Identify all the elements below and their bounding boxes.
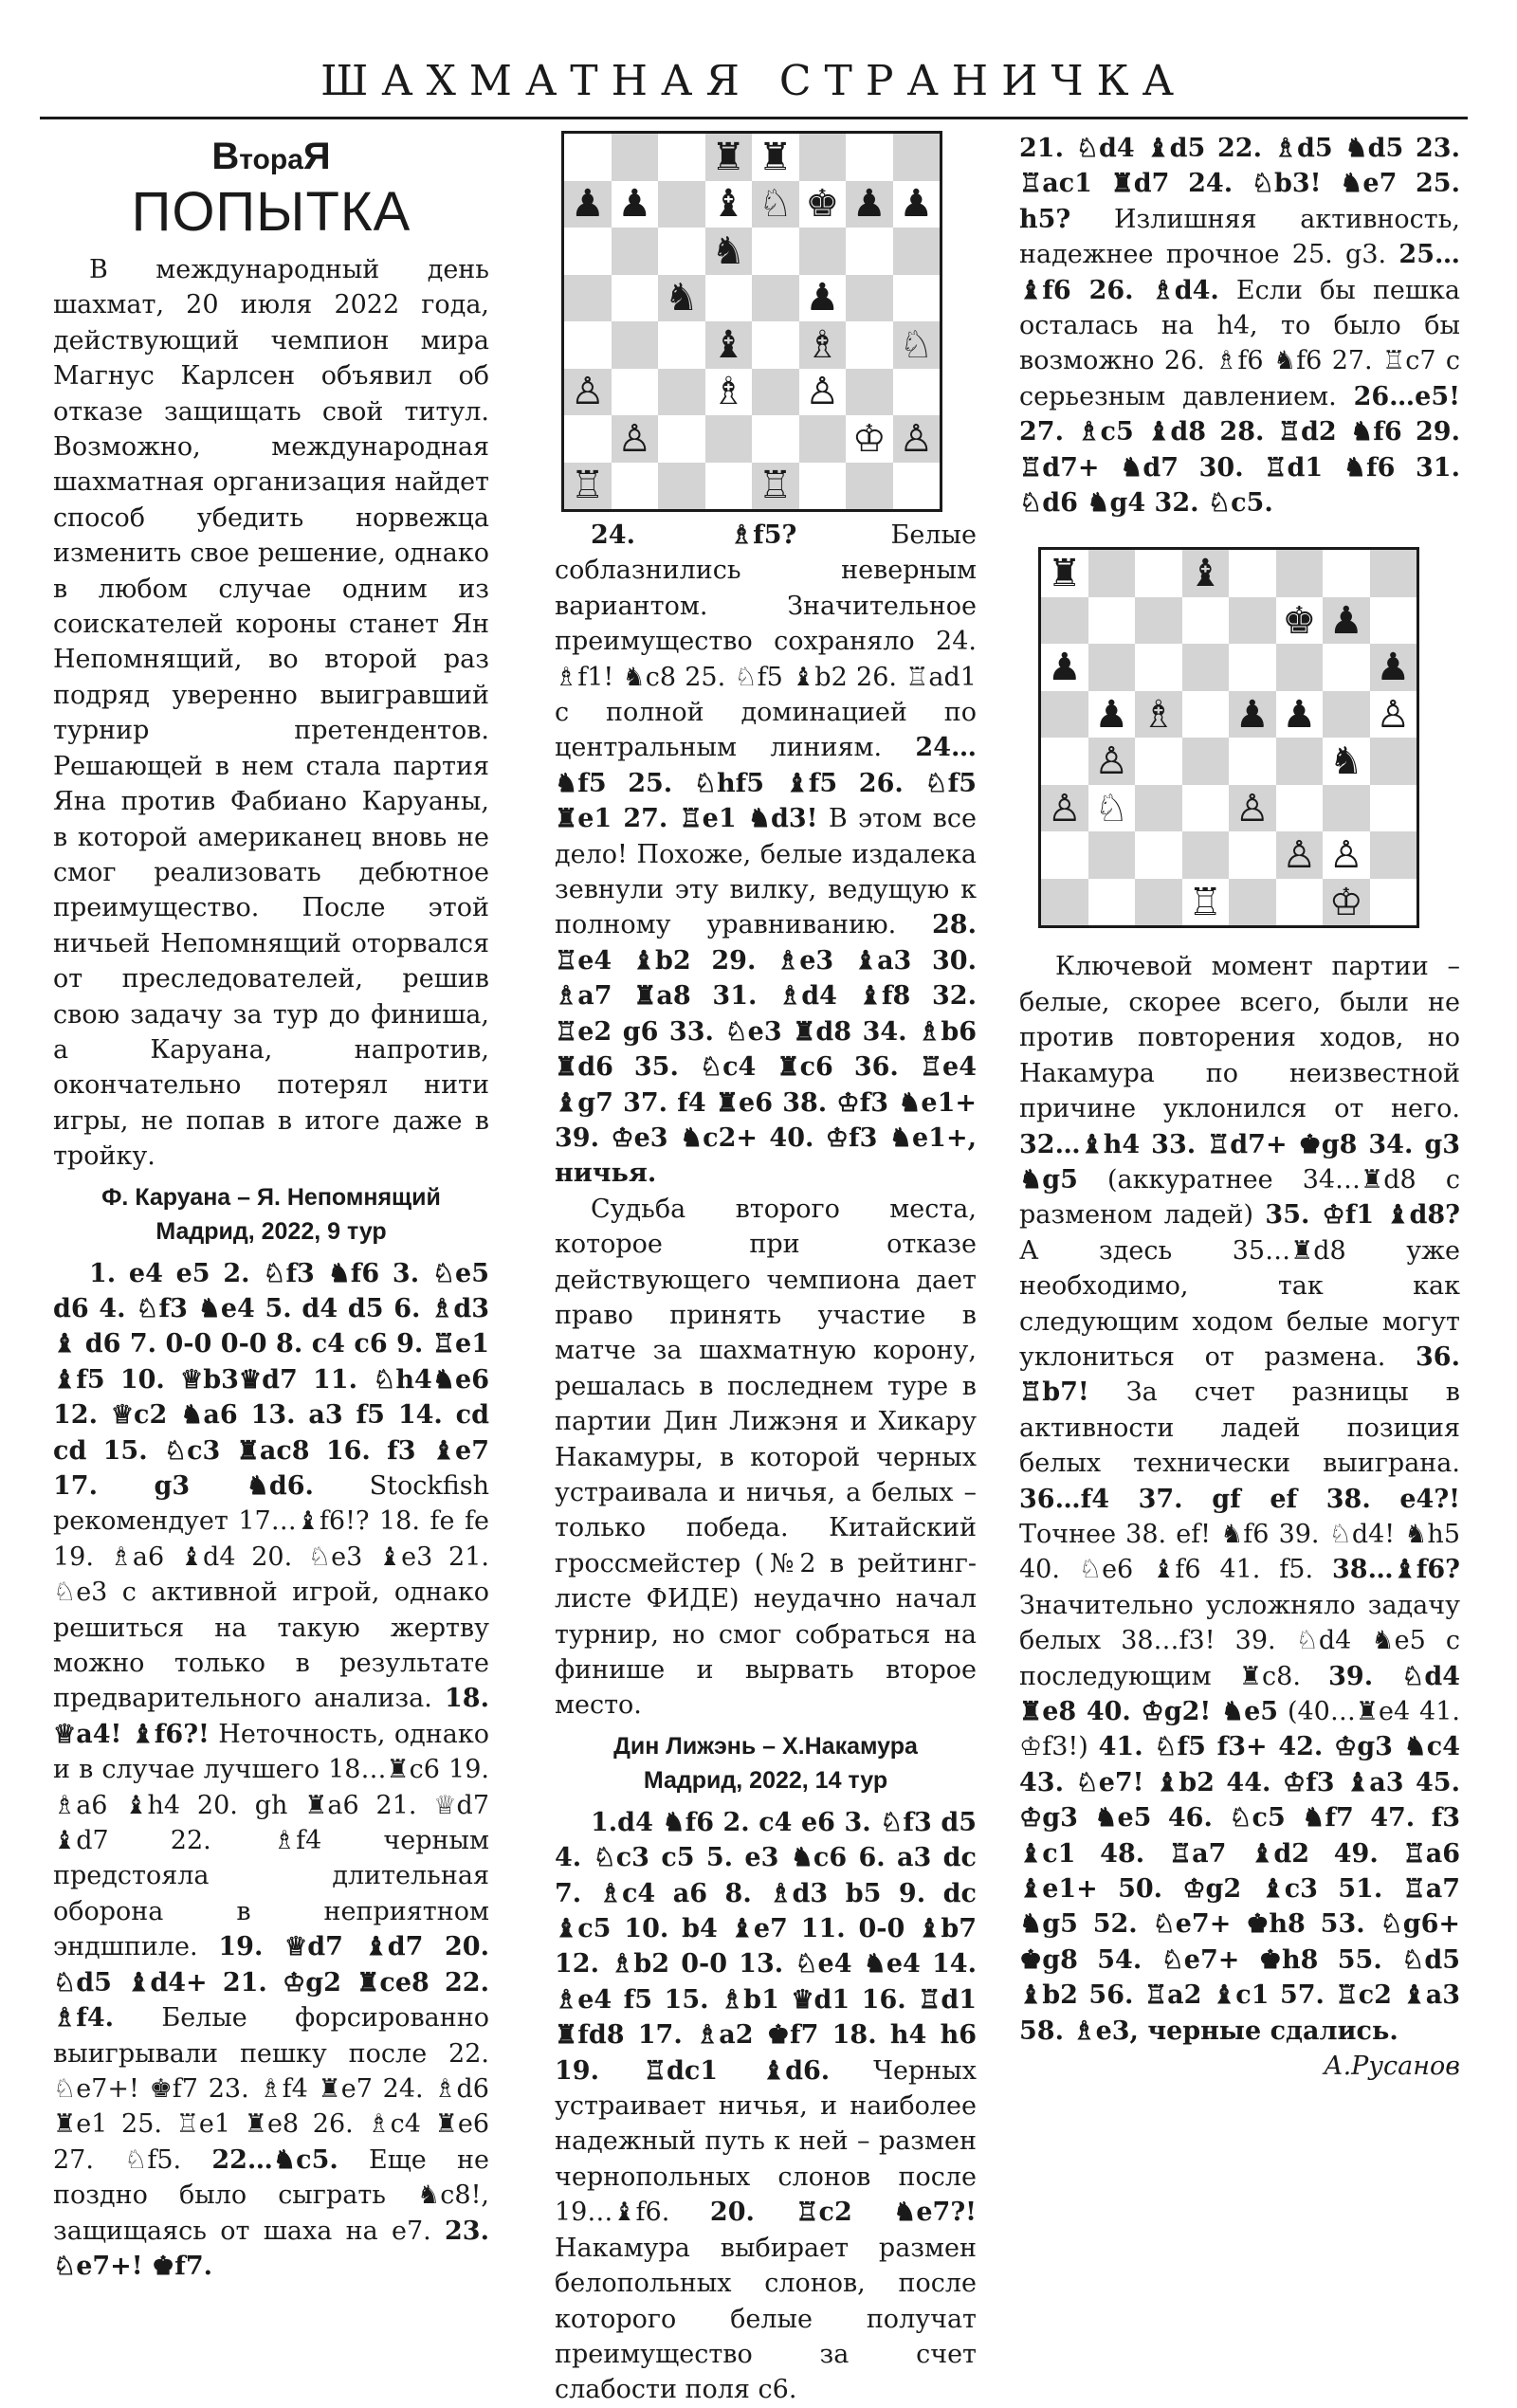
square-f4: ♗ — [799, 321, 847, 369]
square-e1 — [1229, 879, 1276, 926]
square-a1: ♖ — [564, 463, 612, 510]
square-c1 — [1135, 879, 1182, 926]
square-f6 — [799, 228, 847, 275]
game2-continuation: 21. ♘d4 ♝d5 22. ♗d5 ♞d5 23. ♖ac1 ♜d7 24. ♘b3! ♞e7 25. h5? Излишняя активность, надежнее прочное 25. g3. 25…♝f6 26. ♗d4. Если бы пешка осталась на h4, то было бы возможно 26. ♗f6 ♞f6 27. ♖c7 с серьезным давлением. 26…e5! 27. ♗c5 ♝d8 28. ♖d2 ♞f6 29. ♖d7+ ♞d7 30. ♖d1 ♞f6 31. ♘d6 ♞g4 32. ♘c5. — [1019, 134, 1460, 519]
square-h3 — [893, 369, 941, 416]
game1-moves: 1. e4 e5 2. ♘f3 ♞f6 3. ♘e5 d6 4. ♘f3 ♞e4 5. d4 d5 6. ♗d3 ♝ d6 7. 0-0 0-0 8. c4 c6 9. ♖e1 ♝f5 10. ♕b3♛d7 11. ♘h4♞e6 12. ♕c2 ♞a6 13. a3 f5 14. cd cd 15. ♘c3 ♜ac8 16. f3 ♝e7 17. g3 ♞d6. Stockfish рекомендует 17…♝f6!? 18. fe fe 19. ♗a6 ♝d4 20. ♘e3 ♝e3 21. ♘e3 с активной игрой, однако решиться на такую жертву можно только в результате предварительного анализа. 18. ♕a4! ♝f6?! Неточность, однако и в случае лучшего 18…♜c6 19. ♗a6 ♝h4 20. gh ♜a6 21. ♕d7 ♝d7 22. ♗f4 черным предстояла длительная оборона в неприятном эндшпиле. 19. ♕d7 ♝d7 20. ♘d5 ♝d4+ 21. ♔g2 ♜ce8 22. ♗f4. Белые форсированно выигрывали пешку после 22. ♘e7+! ♚f7 23. ♗f4 ♜e7 24. ♗d6 ♜e1 25. ♖e1 ♜e8 26. ♗c4 ♜e6 27. ♘f5. 22…♞c5. Еще не поздно было сыграть ♞c8!, защищаясь от шаха на e7. 23. ♘e7+! ♚f7. — [53, 1258, 489, 2281]
square-d8: ♜ — [705, 134, 753, 181]
square-h7: ♟ — [899, 182, 934, 227]
square-e6 — [752, 228, 799, 275]
square-c8 — [658, 134, 705, 181]
square-e2 — [752, 415, 799, 463]
square-c5: ♗ — [1135, 691, 1182, 739]
square-h1 — [893, 463, 941, 510]
section-title: ШАХМАТНАЯ СТРАНИЧКА — [320, 57, 1187, 105]
second-place-paragraph: Судьба второго места, которое при отказе действующего чемпиона дает право принять участие в матче за шахматную корону, решалась в последнем туре в партии Дин Лижэня и Хикару Накамуры, в которой черных устраивала и ничья, а белых – только победа. Китайский гроссмейстер (№2 в рейтинг-листе ФИДЕ) неудачно начал турнир, но смог собраться на финише и вырвать второе место. — [555, 1194, 977, 1721]
square-d5 — [705, 275, 753, 322]
square-b5: ♟ — [1094, 692, 1129, 737]
square-g4: ♞ — [1328, 739, 1363, 784]
square-f8 — [1276, 550, 1324, 597]
square-a4 — [564, 321, 612, 369]
square-f4 — [1276, 738, 1324, 785]
headline-large: ПОПЫТКА — [131, 181, 411, 243]
square-f5: ♟ — [1282, 692, 1317, 737]
square-c6 — [658, 228, 705, 275]
square-g2: ♙ — [1328, 833, 1363, 878]
square-e8: ♜ — [758, 135, 793, 179]
square-c6 — [1135, 644, 1182, 691]
square-h3 — [1370, 785, 1417, 832]
square-g8 — [846, 134, 893, 181]
square-c8 — [1135, 550, 1182, 597]
square-b4 — [612, 321, 659, 369]
square-h4: ♘ — [893, 321, 941, 369]
square-a6: ♟ — [1047, 646, 1082, 690]
square-b6 — [612, 228, 659, 275]
square-d2 — [705, 415, 753, 463]
square-d3: ♗ — [711, 370, 746, 414]
square-f8 — [799, 134, 847, 181]
square-f2: ♙ — [1276, 831, 1324, 879]
game2-ending: Ключевой момент партии – белые, скорее всего, были не против повторения ходов, но Накамура по неизвестной причине уклонился от него. 32…♝h4 33. ♖d7+ ♚g8 34. g3 ♞g5 (аккуратнее 34…♜d8 с разменом ладей) 35. ♔f1 ♝d8? А здесь 35…♜d8 уже необходимо, так как следующим ходом белые могут уклониться от размена. 36. ♖b7! За счет разницы в активности ладей позиция белых технически выиграна. 36…f4 37. gf ef 38. e4?! Точнее 38. ef! ♞f6 39. ♘d4! ♞h5 40. ♘e6 ♝f6 41. f5. 38…♝f6? Значительно усложняло задачу белых 38…f3! 39. ♘d4 ♞e5 с последующим ♜c8. 39. ♘d4 ♜e8 40. ♔g2! ♞e5 (40…♜e4 41. ♔f3!) 41. ♘f5 f3+ 42. ♔g3 ♞c4 43. ♘e7! ♝b2 44. ♔f3 ♝a3 45. ♔g3 ♞e5 46. ♘c5 ♞f7 47. f3 ♝c1 48. ♖a7 ♝d2 49. ♖a6 ♝e1+ 50. ♔g2 ♝c3 51. ♖a7 ♞g5 52. ♘e7+ ♚h8 53. ♘g6+ ♚g8 54. ♘e7+ ♚h8 55. ♘d5 ♝b2 56. ♖a2 ♝c1 57. ♖c2 ♝a3 58. ♗e3, черные сдались. — [1019, 952, 1460, 2046]
square-g1 — [846, 463, 893, 510]
square-d1 — [705, 463, 753, 510]
square-g3 — [1323, 785, 1370, 832]
square-h8 — [1370, 550, 1417, 597]
square-b1 — [1088, 879, 1136, 926]
square-d4: ♝ — [705, 321, 753, 369]
square-c2 — [658, 415, 705, 463]
square-a1 — [1041, 879, 1088, 926]
square-a3: ♙ — [564, 369, 612, 416]
headline-small: ВтораЯ — [211, 136, 331, 177]
square-h5 — [893, 275, 941, 322]
square-c7 — [1135, 597, 1182, 645]
square-h6: ♟ — [1370, 644, 1417, 691]
game1-continuation: 24. ♗f5? Белые соблазнились неверным вариантом. Значительное преимущество сохраняло 24. ♗f1! ♞c8 25. ♘f5 ♝b2 26. ♖ad1 с полной доминацией по центральным линиям. 24…♞f5 25. ♘hf5 ♝f5 26. ♘f5 ♜e1 27. ♖e1 ♞d3! В этом все дело! Похоже, белые издалека зевнули эту вилку, ведущую к полному уравниванию. 28. ♖e4 ♝b2 29. ♗e3 ♝a3 30. ♗a7 ♜a8 31. ♗d4 ♝f8 32. ♖e2 g6 33. ♘e3 ♜d8 34. ♗b6 ♜d6 35. ♘c4 ♜c6 36. ♖e4 ♝g7 37. f4 ♜e6 38. ♔f3 ♞e1+ 39. ♔e3 ♞c2+ 40. ♔f3 ♞e1+, ничья. — [555, 520, 977, 1189]
square-g6 — [1323, 644, 1370, 691]
square-d7 — [1182, 597, 1230, 645]
square-h6 — [893, 228, 941, 275]
square-e5 — [752, 275, 799, 322]
square-g4 — [846, 321, 893, 369]
square-f6 — [1276, 644, 1324, 691]
page-header — [40, 53, 1468, 119]
square-g1: ♔ — [1323, 879, 1370, 926]
square-c4 — [1135, 738, 1182, 785]
square-d6 — [1182, 644, 1230, 691]
square-e7: ♘ — [752, 181, 799, 228]
square-a5 — [564, 275, 612, 322]
square-d6: ♞ — [705, 228, 753, 275]
square-g7: ♟ — [1323, 597, 1370, 645]
square-a7: ♟ — [564, 181, 612, 228]
square-h2 — [1370, 831, 1417, 879]
square-a4 — [1041, 738, 1088, 785]
square-b7: ♟ — [617, 182, 652, 227]
square-h1 — [1370, 879, 1417, 926]
square-e1: ♖ — [752, 463, 799, 510]
square-h4 — [1370, 738, 1417, 785]
square-b7 — [1088, 597, 1136, 645]
square-f1 — [799, 463, 847, 510]
square-f7: ♚ — [805, 182, 840, 227]
square-a2 — [1041, 831, 1088, 879]
square-e3 — [752, 369, 799, 416]
header-rule — [40, 117, 1468, 119]
square-d7: ♝ — [711, 182, 746, 227]
column-2 — [555, 131, 977, 2408]
square-g3 — [846, 369, 893, 416]
square-b6 — [1088, 644, 1136, 691]
square-e2 — [1229, 831, 1276, 879]
game1-players: Ф. Каруана – Я. Непомнящий — [101, 1183, 441, 1211]
square-b2 — [1088, 831, 1136, 879]
square-c5: ♞ — [658, 275, 705, 322]
square-g6 — [846, 228, 893, 275]
square-d8: ♝ — [1182, 550, 1230, 597]
game1-event: Мадрид, 2022, 9 тур — [155, 1217, 387, 1245]
square-f2 — [799, 415, 847, 463]
square-b3 — [612, 369, 659, 416]
square-g2: ♔ — [851, 416, 886, 461]
square-e3: ♙ — [1229, 785, 1276, 832]
square-g5 — [1323, 691, 1370, 739]
square-f1 — [1276, 879, 1324, 926]
square-a3: ♙ — [1041, 785, 1088, 832]
author-signature: А.Русанов — [1324, 2052, 1460, 2082]
square-b2: ♙ — [612, 415, 659, 463]
intro-paragraph: В международный день шахмат, 20 июля 2022 года, действующий чемпион мира Магнус Карлсен объявил об отказе защищать свой титул. Возможно, международная шахматная организация найдет способ убедить норвежца изменить свое решение, однако в любом случае одним из соискателей короны станет Ян Непомнящий, во второй раз подряд уверенно выигравший турнир претендентов. Решающей в нем стала партия Яна против Фабиано Каруаны, в которой американец вновь не смог реализовать дебютное преимущество. После этой ничьей Непомнящий оторвался от преследователей, решив свою задачу за тур до финиша, а Каруана, напротив, окончательно потерял нити игры, не попав в итоге даже в тройку. — [53, 255, 489, 1172]
square-d3 — [1182, 785, 1230, 832]
column-3 — [1019, 131, 1460, 2084]
square-b1 — [612, 463, 659, 510]
square-e4 — [752, 321, 799, 369]
square-d1: ♖ — [1188, 880, 1223, 924]
square-f3 — [1276, 785, 1324, 832]
square-g5 — [846, 275, 893, 322]
square-c2 — [1135, 831, 1182, 879]
game2-event: Мадрид, 2022, 14 тур — [643, 1766, 888, 1794]
game2-players: Дин Лижэнь – Х.Накамура — [613, 1732, 918, 1760]
square-h2: ♙ — [893, 415, 941, 463]
square-b3: ♘ — [1094, 786, 1129, 830]
square-b8 — [1088, 550, 1136, 597]
square-c4 — [658, 321, 705, 369]
chess-diagram-1 — [561, 131, 942, 512]
square-a6 — [564, 228, 612, 275]
square-d4 — [1182, 738, 1230, 785]
square-e6 — [1229, 644, 1276, 691]
square-e5: ♟ — [1229, 691, 1276, 739]
game1-header — [53, 1180, 489, 1249]
square-b4: ♙ — [1088, 738, 1136, 785]
square-f3: ♙ — [805, 370, 840, 414]
square-d5 — [1182, 691, 1230, 739]
square-a8 — [564, 134, 612, 181]
square-e8 — [1229, 550, 1276, 597]
square-h5: ♙ — [1376, 692, 1411, 737]
square-c7 — [658, 181, 705, 228]
square-c1 — [658, 463, 705, 510]
square-e4 — [1229, 738, 1276, 785]
game2-header — [555, 1729, 977, 1797]
square-g8 — [1323, 550, 1370, 597]
square-a2 — [564, 415, 612, 463]
column-1 — [53, 131, 489, 2284]
square-a8: ♜ — [1047, 552, 1082, 596]
square-h8 — [893, 134, 941, 181]
square-d2 — [1182, 831, 1230, 879]
square-c3 — [658, 369, 705, 416]
square-c3 — [1135, 785, 1182, 832]
chess-diagram-2 — [1038, 547, 1419, 928]
square-f5: ♟ — [805, 276, 840, 320]
game2-moves: 1.d4 ♞f6 2. c4 e6 3. ♘f3 d5 4. ♘c3 c5 5. e3 ♞c6 6. a3 dc 7. ♗c4 a6 8. ♗d3 b5 9. dc ♝c5 10. b4 ♝e7 11. 0-0 ♝b7 12. ♗b2 0-0 13. ♘e4 ♞e4 14. ♗e4 f5 15. ♗b1 ♛d1 16. ♖d1 ♜fd8 17. ♗a2 ♚f7 18. h4 h6 19. ♖dc1 ♝d6. Черных устраивает ничья, и наиболее надежный путь к ней – размен чернопольных слонов после 19…♝f6. 20. ♖c2 ♞e7?! Накамура выбирает размен белопольных слонов, после которого белые получат преимущество за счет слабости поля c6. — [555, 1807, 977, 2405]
square-b8 — [612, 134, 659, 181]
square-b5 — [612, 275, 659, 322]
square-h7 — [1370, 597, 1417, 645]
square-a7 — [1041, 597, 1088, 645]
square-e7 — [1229, 597, 1276, 645]
square-a5 — [1041, 691, 1088, 739]
square-f7: ♚ — [1282, 598, 1317, 643]
square-g7: ♟ — [846, 181, 893, 228]
